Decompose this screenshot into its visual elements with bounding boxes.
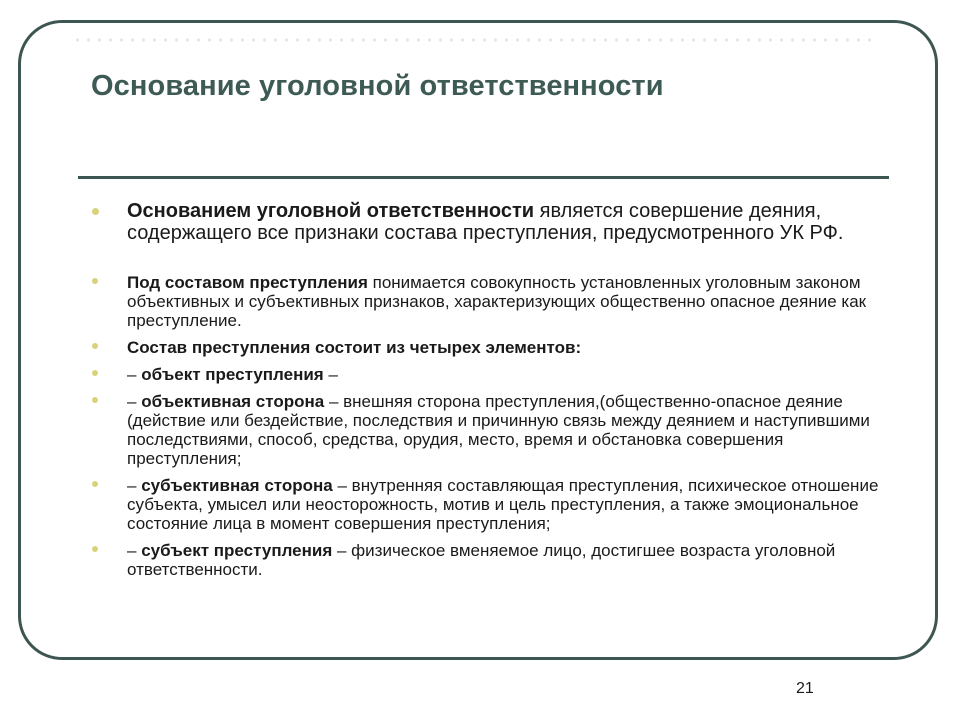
bullet-bold-term: объект преступления	[141, 365, 324, 384]
bullet-prefix: –	[127, 392, 142, 411]
bullet-list	[92, 200, 882, 587]
bullet-bold-term: субъект преступления	[141, 541, 333, 560]
bullet-text	[127, 338, 882, 357]
bullet-dot-icon	[92, 370, 98, 376]
bullet-text	[127, 476, 882, 533]
bullet-description: – внутренняя составляющая преступления, психическое отношение субъекта, умысел или неосторожность, мотив и цель преступления, а также эмоциональное состояние лица в момент совершения преступления;	[127, 476, 879, 533]
bullet-dot-icon	[92, 278, 98, 284]
bullet-item-subjective-side	[92, 476, 882, 533]
bullet-item-subject	[92, 541, 882, 579]
bullet-item-objective-side	[92, 392, 882, 468]
page-number: 21	[796, 680, 814, 697]
bullet-text	[127, 541, 882, 579]
title-divider	[78, 176, 889, 179]
bullet-bold-term: объективная сторона	[141, 392, 325, 411]
bullet-description: – внешняя сторона преступления,(общественно-опасное деяние (действие или бездействие, последствия и причинную связь между деянием и наступившими последствиями, способ, средства, орудия, место, время и обстановка совершения преступления;	[127, 392, 870, 468]
bullet-bold-term: Основанием уголовной ответственности	[127, 200, 535, 222]
bullet-bold-term: Состав преступления состоит из четырех элементов:	[127, 338, 582, 357]
bullet-dot-icon	[92, 208, 99, 215]
bullet-item-basis	[92, 200, 882, 244]
bullet-text	[127, 392, 882, 468]
bullet-dot-icon	[92, 397, 98, 403]
bullet-item-object	[92, 365, 882, 384]
bullet-description: –	[323, 365, 338, 384]
bullet-description: понимается совокупность установленных уголовным законом объективных и субъективных признаков, характеризующих общественно опасное деяние как преступление.	[127, 273, 867, 330]
slide-title: Основание уголовной ответственности	[91, 70, 664, 102]
bullet-dot-icon	[92, 481, 98, 487]
bullet-description: – физическое вменяемое лицо, достигшее возраста уголовной ответственности.	[127, 541, 836, 579]
bullet-prefix: –	[127, 541, 142, 560]
bullet-item-elements-heading	[92, 338, 882, 357]
bullet-text	[127, 200, 882, 244]
bullet-text	[127, 365, 882, 384]
bullet-dot-icon	[92, 343, 98, 349]
bullet-text	[127, 273, 882, 330]
bullet-item-definition	[92, 273, 882, 330]
bullet-prefix: –	[127, 476, 142, 495]
bullet-prefix: –	[127, 365, 142, 384]
bullet-bold-term: субъективная сторона	[141, 476, 333, 495]
bullet-dot-icon	[92, 546, 98, 552]
bullet-description: является совершение деяния, содержащего все признаки состава преступления, предусмотренного УК РФ.	[127, 200, 844, 244]
bullet-bold-term: Под составом преступления	[127, 273, 368, 292]
decorative-dot-row	[72, 36, 872, 44]
